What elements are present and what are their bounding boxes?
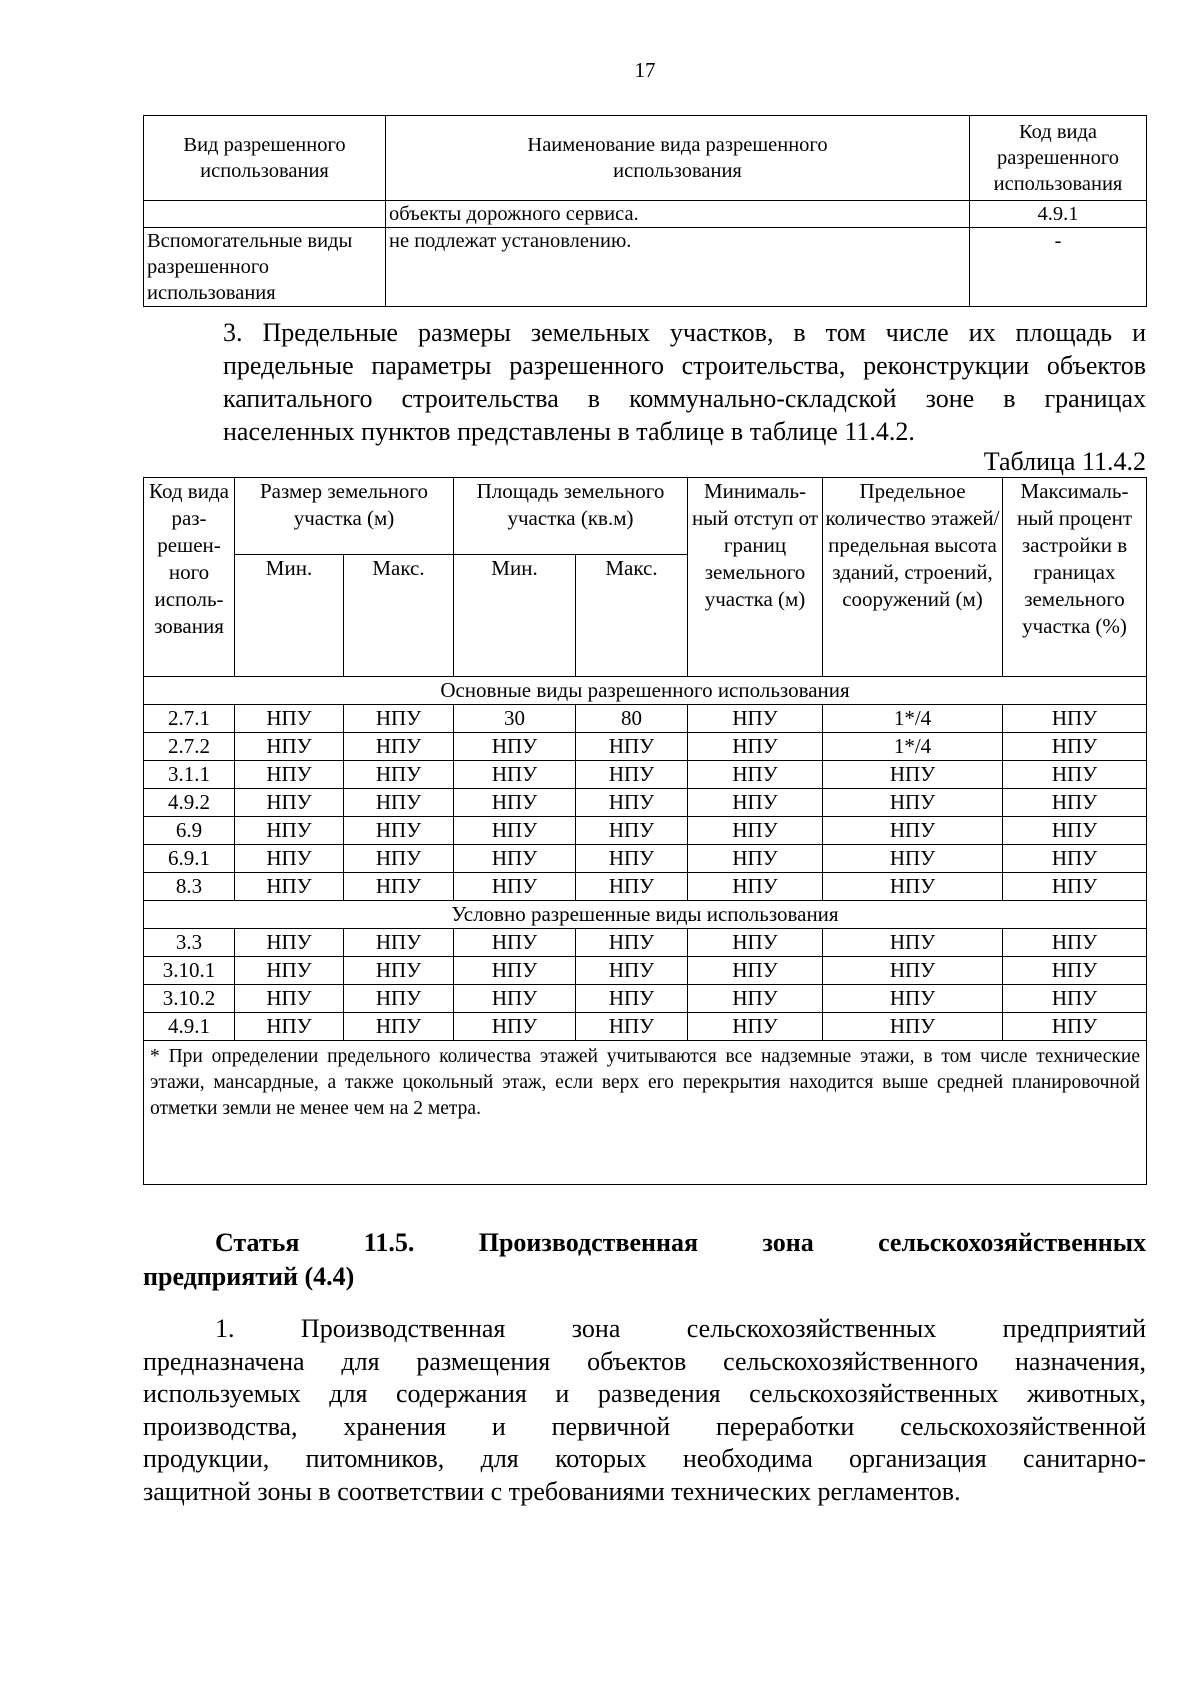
table-cell: НПУ <box>344 957 454 985</box>
table-caption: Таблица 11.4.2 <box>983 447 1146 476</box>
table-cell: НПУ <box>235 705 344 733</box>
table-cell: НПУ <box>235 733 344 761</box>
article-heading <box>143 1226 1146 1294</box>
table-cell: 4.9.2 <box>144 789 235 817</box>
table-cell: НПУ <box>235 985 344 1013</box>
table-row <box>144 733 1147 761</box>
table-row <box>144 228 1147 307</box>
table-row <box>144 1013 1147 1041</box>
table-cell: НПУ <box>576 985 688 1013</box>
table-header-row <box>144 478 1147 555</box>
header-use-code: Код вида разрешенного использования <box>970 116 1147 201</box>
table-cell: НПУ <box>344 985 454 1013</box>
paragraph-1 <box>143 1313 1146 1508</box>
table-cell: НПУ <box>454 873 576 901</box>
table-cell: НПУ <box>454 733 576 761</box>
table-cell: НПУ <box>1003 985 1147 1013</box>
table-cell: НПУ <box>235 929 344 957</box>
table-cell: НПУ <box>576 817 688 845</box>
table-cell: НПУ <box>1003 873 1147 901</box>
subheader-size-min: Мин. <box>235 555 344 677</box>
table-cell: НПУ <box>344 761 454 789</box>
table-cell <box>144 201 386 228</box>
table-cell: НПУ <box>1003 845 1147 873</box>
table-cell: не подлежат установлению. <box>386 228 970 307</box>
table-cell: НПУ <box>344 789 454 817</box>
header-use-type: Вид разрешенного использования <box>144 116 386 201</box>
table-cell: 4.9.1 <box>144 1013 235 1041</box>
table-cell: НПУ <box>454 957 576 985</box>
table-cell: НПУ <box>823 929 1003 957</box>
header-floors: Предельное количество этажей/ предельная высота зданий, строений, сооружений (м) <box>823 478 1003 677</box>
table-cell: НПУ <box>454 985 576 1013</box>
header-use-name: Наименование вида разрешенного использования <box>386 116 970 201</box>
table-cell: 8.3 <box>144 873 235 901</box>
table-cell: НПУ <box>344 817 454 845</box>
table-row <box>144 873 1147 901</box>
table-cell: 3.10.2 <box>144 985 235 1013</box>
table-cell: НПУ <box>454 845 576 873</box>
paragraph-line: предельные параметры разрешенного строительства, реконструкции объектов <box>223 351 1146 380</box>
table-cell: Вспомогательные виды разрешенного использования <box>144 228 386 307</box>
table-cell: НПУ <box>823 873 1003 901</box>
table-cell: НПУ <box>235 873 344 901</box>
table-cell: НПУ <box>1003 705 1147 733</box>
table-cell: НПУ <box>823 985 1003 1013</box>
table-cell: НПУ <box>454 789 576 817</box>
table-cell: НПУ <box>454 761 576 789</box>
table-cell: НПУ <box>1003 733 1147 761</box>
table-cell: НПУ <box>1003 1013 1147 1041</box>
table-cell: 1*/4 <box>823 733 1003 761</box>
table-cell: 4.9.1 <box>970 201 1147 228</box>
table-cell: НПУ <box>688 873 823 901</box>
section-title: Основные виды разрешенного использования <box>144 677 1147 705</box>
table-cell: НПУ <box>235 1013 344 1041</box>
table-row <box>144 201 1147 228</box>
table-cell: 3.1.1 <box>144 761 235 789</box>
table-cell: НПУ <box>688 957 823 985</box>
table-cell: НПУ <box>344 929 454 957</box>
table-cell: НПУ <box>235 845 344 873</box>
table-cell: НПУ <box>688 789 823 817</box>
table-cell: НПУ <box>1003 789 1147 817</box>
header-build-percent: Максималь-ный процент застройки в границах земельного участка (%) <box>1003 478 1147 677</box>
paragraph-line: предназначена для размещения объектов сельскохозяйственного назначения, <box>143 1346 1146 1376</box>
section-row-main <box>144 677 1147 705</box>
table-cell: НПУ <box>688 761 823 789</box>
table-cell: НПУ <box>576 789 688 817</box>
table-cell: 3.3 <box>144 929 235 957</box>
table-cell: НПУ <box>576 761 688 789</box>
table-row <box>144 845 1147 873</box>
table-cell: НПУ <box>576 1013 688 1041</box>
header-plot-size: Размер земельного участка (м) <box>235 478 454 555</box>
table-cell: НПУ <box>576 929 688 957</box>
table-cell: НПУ <box>823 957 1003 985</box>
table-row <box>144 817 1147 845</box>
table-cell: НПУ <box>344 873 454 901</box>
table-cell: НПУ <box>823 1013 1003 1041</box>
table-cell: НПУ <box>688 985 823 1013</box>
table-cell: 1*/4 <box>823 705 1003 733</box>
table-row <box>144 985 1147 1013</box>
table-cell: НПУ <box>576 957 688 985</box>
table-cell: НПУ <box>576 733 688 761</box>
table-cell: НПУ <box>576 873 688 901</box>
paragraph-line: продукции, питомников, для которых необходима организация санитарно- <box>143 1444 1146 1473</box>
header-plot-area: Площадь земельного участка (кв.м) <box>454 478 688 555</box>
subheader-area-max: Макс. <box>576 555 688 677</box>
footnote-row <box>144 1041 1147 1185</box>
subheader-size-max: Макс. <box>344 555 454 677</box>
page-number: 17 <box>634 58 656 82</box>
table-cell: НПУ <box>1003 761 1147 789</box>
table-cell: НПУ <box>454 817 576 845</box>
paragraph-line: используемых для содержания и разведения сельскохозяйственных животных, <box>143 1379 1146 1408</box>
table-cell: НПУ <box>823 845 1003 873</box>
paragraph-3 <box>143 316 1146 448</box>
paragraph-line: защитной зоны в соответствии с требованиями технических регламентов. <box>143 1476 961 1506</box>
permitted-use-table <box>143 115 1147 307</box>
table-row <box>144 957 1147 985</box>
table-cell: НПУ <box>688 1013 823 1041</box>
table-row <box>144 789 1147 817</box>
table-cell: НПУ <box>823 817 1003 845</box>
table-cell: - <box>970 228 1147 307</box>
paragraph-line: 3. Предельные размеры земельных участков, в том числе их площадь и <box>223 318 1146 347</box>
table-cell: НПУ <box>688 845 823 873</box>
table-cell: НПУ <box>235 789 344 817</box>
table-cell: 3.10.1 <box>144 957 235 985</box>
table-row <box>144 929 1147 957</box>
table-cell: объекты дорожного сервиса. <box>386 201 970 228</box>
table-header-row <box>144 116 1147 201</box>
table-cell: НПУ <box>235 761 344 789</box>
table-cell: НПУ <box>454 929 576 957</box>
parameters-table <box>143 477 1147 1185</box>
header-setback: Минималь-ный отступ от границ земельного участка (м) <box>688 478 823 677</box>
table-cell: НПУ <box>688 733 823 761</box>
conditional-rows-group <box>144 929 1147 1041</box>
header-code: Код вида раз-решен-ного исполь-зования <box>144 478 235 677</box>
table-cell: 6.9 <box>144 817 235 845</box>
table-cell: НПУ <box>823 789 1003 817</box>
table-cell: НПУ <box>688 705 823 733</box>
table-cell: 80 <box>576 705 688 733</box>
table-cell: 2.7.2 <box>144 733 235 761</box>
table-cell: НПУ <box>344 705 454 733</box>
section-title: Условно разрешенные виды использования <box>144 901 1147 929</box>
table-cell: НПУ <box>235 817 344 845</box>
table-cell: НПУ <box>1003 929 1147 957</box>
table-cell: 6.9.1 <box>144 845 235 873</box>
table-cell: 2.7.1 <box>144 705 235 733</box>
table-cell: НПУ <box>344 845 454 873</box>
main-rows-group <box>144 705 1147 901</box>
table-cell: НПУ <box>688 929 823 957</box>
table-cell: НПУ <box>344 733 454 761</box>
paragraph-line: производства, хранения и первичной переработки сельскохозяйственной <box>143 1411 1146 1441</box>
table-cell: НПУ <box>1003 957 1147 985</box>
table-cell: НПУ <box>454 1013 576 1041</box>
table-row <box>144 705 1147 733</box>
table-cell: НПУ <box>344 1013 454 1041</box>
table-cell: НПУ <box>823 761 1003 789</box>
article-heading-line: предприятий (4.4) <box>143 1262 355 1291</box>
table-cell: НПУ <box>576 845 688 873</box>
footnote: * При определении предельного количества этажей учитываются все надземные этажи, в том числе технические этажи, мансардные, а также цокольный этаж, если верх его перекрытия находится выше средней планировочной отметки земли не менее чем на 2 метра. <box>144 1041 1147 1185</box>
subheader-area-min: Мин. <box>454 555 576 677</box>
table-cell: НПУ <box>1003 817 1147 845</box>
paragraph-line: капитального строительства в коммунально-складской зоне в границах <box>223 384 1146 413</box>
article-heading-line: Статья 11.5. Производственная зона сельскохозяйственных <box>215 1228 1146 1257</box>
section-row-conditional <box>144 901 1147 929</box>
paragraph-line: 1. Производственная зона сельскохозяйственных предприятий <box>215 1314 1146 1343</box>
table-cell: НПУ <box>235 957 344 985</box>
table-row <box>144 761 1147 789</box>
table-cell: 30 <box>454 705 576 733</box>
paragraph-line: населенных пунктов представлены в таблице в таблице 11.4.2. <box>223 417 915 446</box>
table-cell: НПУ <box>688 817 823 845</box>
